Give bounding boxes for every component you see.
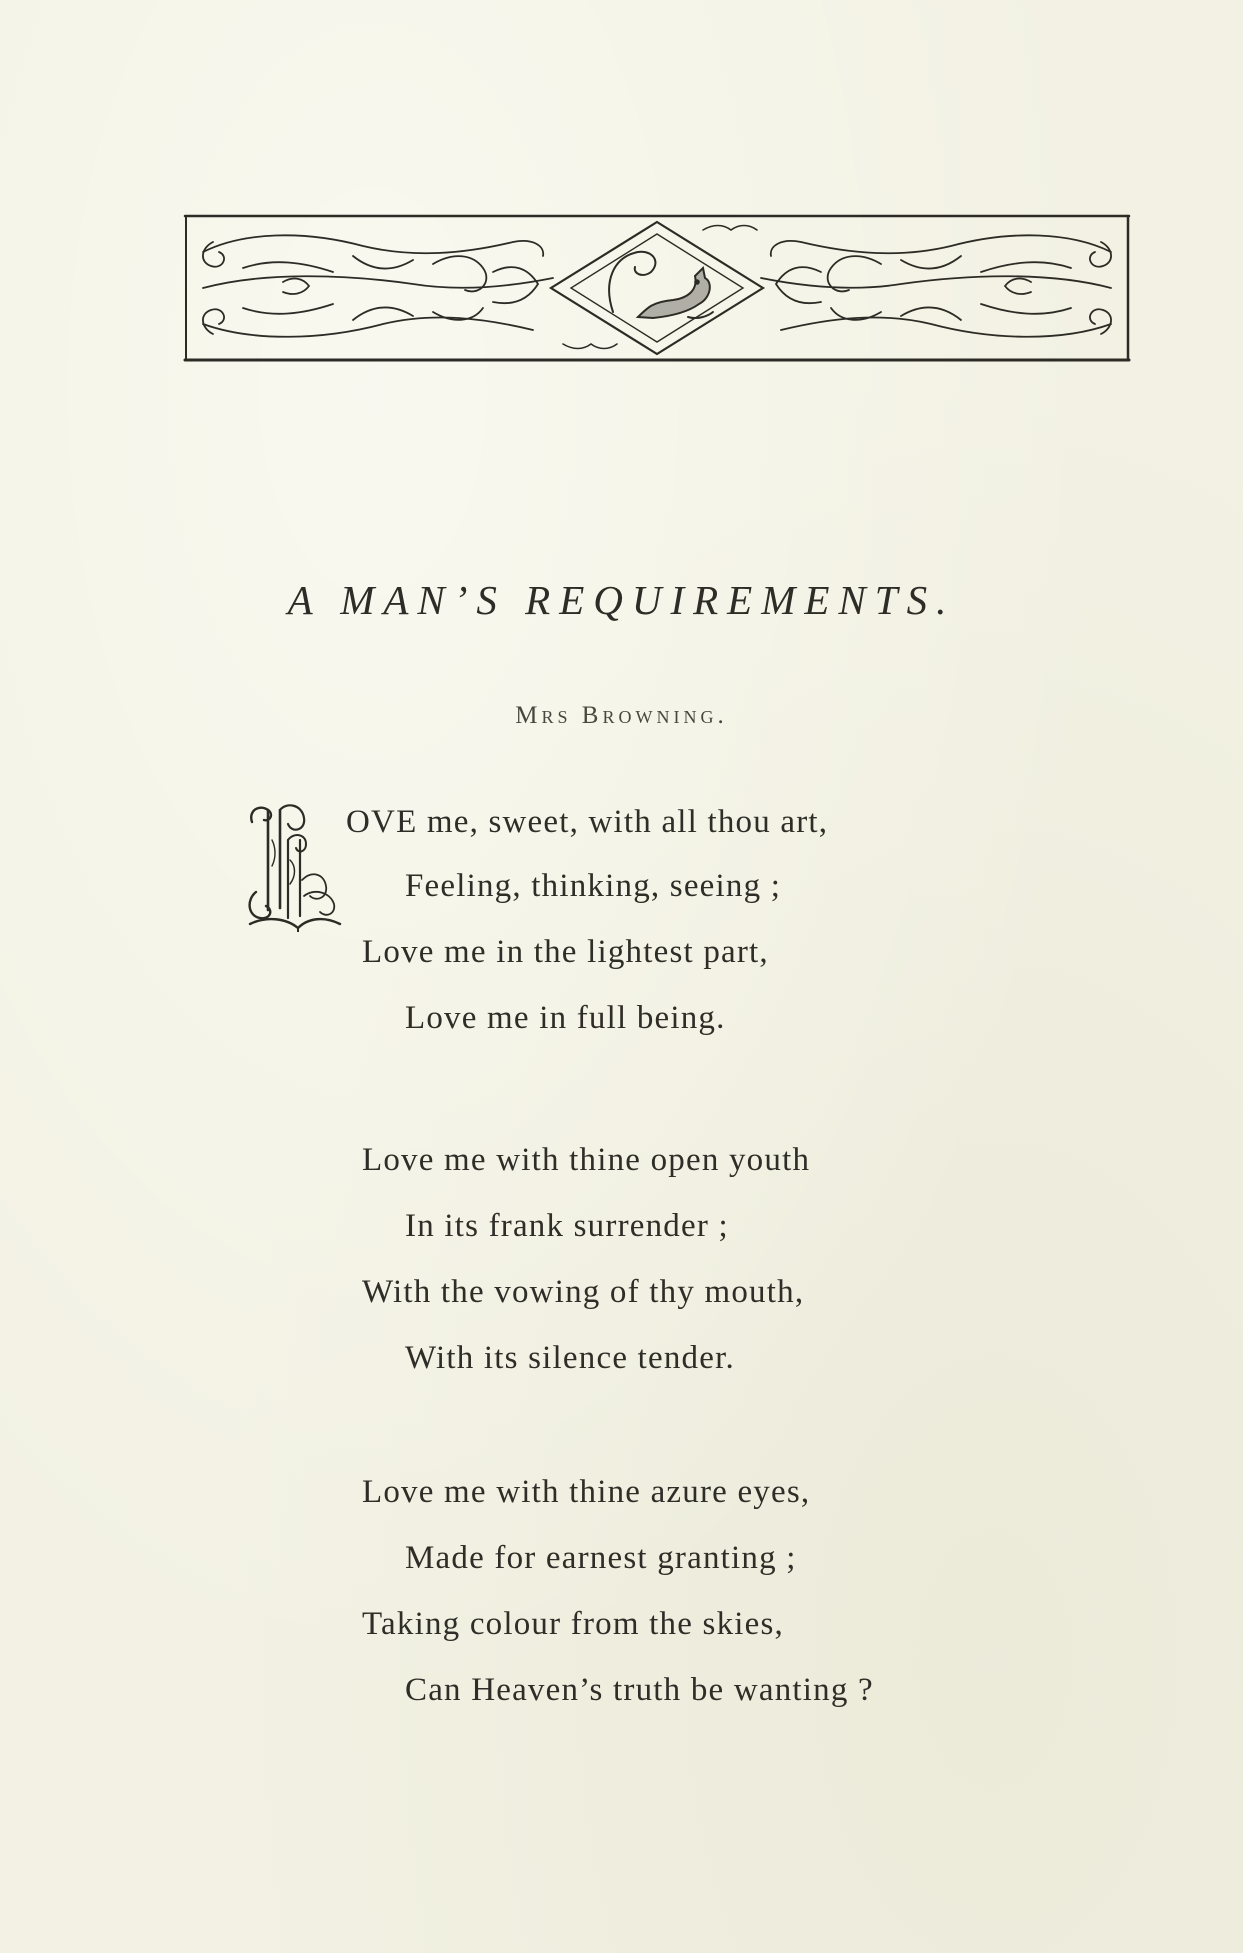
ornamental-headpiece [183, 212, 1131, 364]
poem-line: Feeling, thinking, seeing ; [405, 868, 782, 904]
poem-author: Mrs Browning. [515, 702, 728, 729]
poem-line: Love me with thine open youth [362, 1142, 811, 1178]
poem-line: Made for earnest granting ; [405, 1540, 797, 1576]
poem-line: With its silence tender. [405, 1340, 735, 1376]
poem-line: In its frank surrender ; [405, 1208, 729, 1244]
poem-line: Love me in full being. [405, 1000, 726, 1036]
poem-line: OVE me, sweet, with all thou art, [346, 804, 829, 840]
poem-line: With the vowing of thy mouth, [362, 1274, 805, 1310]
poem-line: Can Heaven’s truth be wanting ? [405, 1672, 874, 1708]
poem-line: Taking colour from the skies, [362, 1606, 784, 1642]
poem-line: Love me in the lightest part, [362, 934, 769, 970]
poem-title: A MAN’S REQUIREMENTS. [287, 577, 956, 623]
decorated-initial-l [246, 800, 344, 932]
poem-line: Love me with thine azure eyes, [362, 1474, 811, 1510]
